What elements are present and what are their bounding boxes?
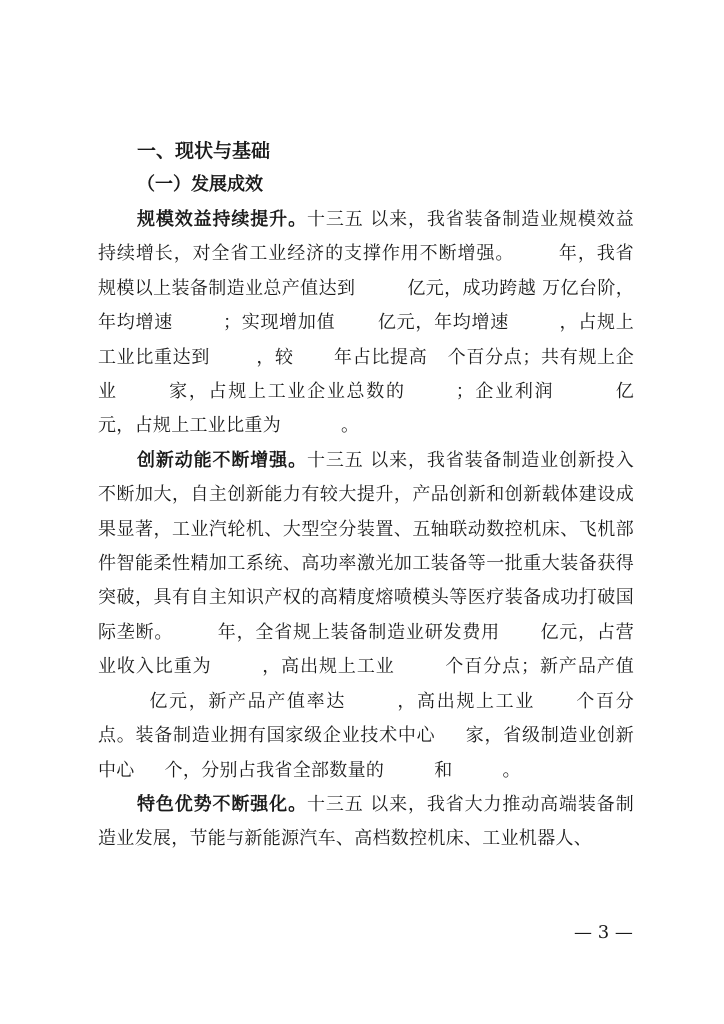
text-segment: 亿元，占规上工业比重为	[98, 381, 634, 437]
section-title: 一、现状与基础	[137, 140, 271, 162]
text-segment: 家，占规上工业企业总数的	[167, 381, 406, 403]
text-segment: 个，分别占我省全部数量的	[164, 759, 385, 781]
text-segment: 年占比提高	[333, 346, 428, 368]
text-segment: ，较	[255, 346, 294, 368]
paragraph-innovation	[98, 444, 634, 788]
paragraph-lead: 创新动能不断增强。	[137, 449, 307, 471]
text-segment: 亿元，新产品产值率达	[148, 690, 346, 712]
text-segment: 。	[502, 759, 521, 781]
paragraph-lead: 特色优势不断强化。	[137, 793, 307, 815]
text-segment: 个百分点；新产品产值	[444, 656, 635, 678]
text-segment: ；实现增加值	[222, 312, 336, 334]
text-segment: 和	[434, 759, 453, 781]
paragraph-lead: 规模效益持续提升。	[137, 209, 307, 230]
text-segment: 亿元，年均增速	[377, 312, 510, 334]
section-subtitle: （一）发展成效	[137, 174, 263, 195]
text-segment: 个百分点；共有规上企业	[98, 346, 635, 403]
text-segment: 个百分点。装备制造业拥有国家级企业技术中心	[98, 690, 635, 747]
text-segment: 十三五 以来，我省装备制造业规模效益持续增长，对全省工业经济的支撑作用不断增强。	[98, 209, 634, 265]
text-segment: ，高出规上工业	[261, 656, 395, 678]
text-segment: ；企业利润	[455, 381, 555, 403]
paragraph-advantage	[98, 788, 634, 857]
paragraph-scale	[98, 203, 634, 444]
text-segment: 十三五 以来，我省装备制造业创新投入不断加大，自主创新能力有较大提升，产品创新和创新载体建设成果显著，工业汽轮机、大型空分装置、五轴联动数控机床、飞机部件智能柔性精加工系统、高功率激光加工装备等一批重大装备获得突破，具有自主知识产权的高精度熔喷模头等医疗装备成功打破国际垄断。	[98, 449, 634, 643]
text-segment: 家，省级制造业创新中心	[98, 725, 634, 781]
text-segment: ，占规上工业比重达到	[98, 312, 634, 368]
text-segment: 年，我省规模以上装备制造业总产值达到	[98, 243, 634, 299]
text-segment: ，高出规上工业	[396, 690, 536, 712]
text-segment: 亿元，成功跨越 万亿台阶，年均增速	[98, 277, 634, 334]
text-segment: 亿元，占营业收入比重为	[98, 621, 635, 678]
text-segment: 十三五 以来，我省大力推动高端装备制造业发展，节能与新能源汽车、高档数控机床、工业机器人、	[98, 793, 634, 850]
text-segment: 。	[341, 415, 360, 437]
text-segment: 年，全省规上装备制造业研发费用	[217, 621, 500, 643]
page-number: — 3 —	[574, 922, 633, 943]
document-body	[98, 203, 634, 857]
